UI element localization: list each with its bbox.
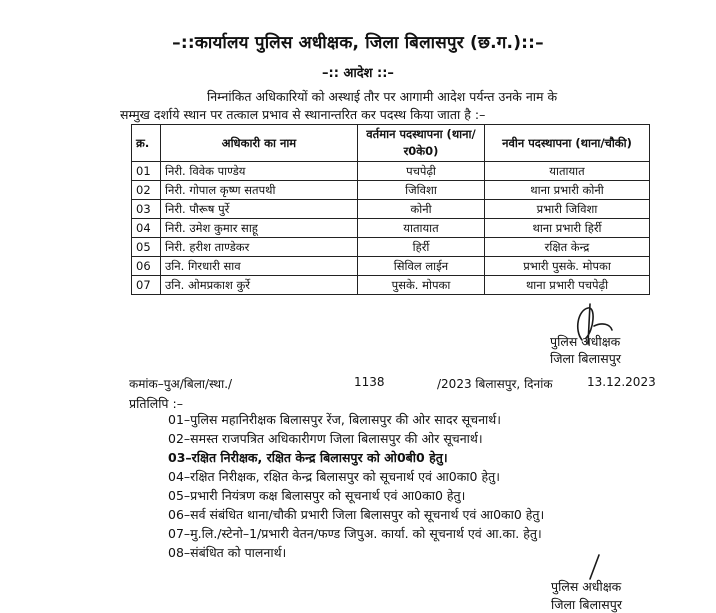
list-item: 04–रक्षित निरीक्षक, रक्षित केन्द्र बिलासपुर को सूचनार्थ एवं आ0का0 हेतु। bbox=[168, 469, 500, 484]
cell-current: हिर्री bbox=[358, 238, 485, 257]
cell-new: यातायात bbox=[485, 162, 650, 181]
cell-current: पुसके. मोपका bbox=[358, 276, 485, 295]
cell-sn: 06 bbox=[132, 257, 161, 276]
table-row bbox=[132, 181, 650, 200]
intro-line-1: निम्नांकित अधिकारियों को अस्थाई तौर पर आगामी आदेश पर्यन्त उनके नाम के bbox=[207, 89, 558, 104]
cell-sn: 04 bbox=[132, 219, 161, 238]
cell-new: प्रभारी पुसके. मोपका bbox=[485, 257, 650, 276]
transfer-table bbox=[131, 124, 650, 295]
copy-to-list bbox=[168, 410, 544, 562]
signature-1-designation: पुलिस अधीक्षक bbox=[550, 334, 621, 349]
office-title: –::कार्यालय पुलिस अधीक्षक, जिला बिलासपुर (छ.ग.)::– bbox=[172, 33, 544, 53]
list-item: 07–मु.लि./स्टेनो–1/प्रभारी वेतन/फण्ड जिपुअ. कार्या. को सूचनार्थ एवं आ.का. हेतु। bbox=[168, 526, 542, 541]
list-item: 02–समस्त राजपत्रित अधिकारीगण जिला बिलासपुर की ओर सूचनार्थ। bbox=[168, 431, 483, 446]
copy-to-label: प्रतिलिपि :– bbox=[129, 396, 183, 411]
header-name: अधिकारी का नाम bbox=[161, 125, 358, 162]
cell-new: प्रभारी जिविशा bbox=[485, 200, 650, 219]
cell-new: थाना प्रभारी पचपेढ़ी bbox=[485, 276, 650, 295]
cell-name: उनि. गिरधारी साव bbox=[161, 257, 358, 276]
cell-current: पचपेढ़ी bbox=[358, 162, 485, 181]
cell-name: निरी. उमेश कुमार साहू bbox=[161, 219, 358, 238]
header-sn: क्र. bbox=[132, 125, 161, 162]
cell-sn: 02 bbox=[132, 181, 161, 200]
order-ref-date: 13.12.2023 bbox=[587, 375, 656, 389]
order-ref-number: 1138 bbox=[354, 375, 385, 389]
cell-sn: 07 bbox=[132, 276, 161, 295]
table-row bbox=[132, 162, 650, 181]
list-item: 05–प्रभारी नियंत्रण कक्ष बिलासपुर को सूचनार्थ एवं आ0का0 हेतु। bbox=[168, 488, 466, 503]
table-row bbox=[132, 219, 650, 238]
order-heading: –:: आदेश ::– bbox=[322, 66, 394, 81]
table-header-row bbox=[132, 125, 650, 162]
cell-new: थाना प्रभारी हिर्री bbox=[485, 219, 650, 238]
list-item: 06–सर्व संबंधित थाना/चौकी प्रभारी जिला बिलासपुर को सूचनार्थ एवं आ0का0 हेतु। bbox=[168, 507, 545, 522]
cell-sn: 03 bbox=[132, 200, 161, 219]
list-item: 03–रक्षित निरीक्षक, रक्षित केन्द्र बिलासपुर को ओ0बी0 हेतु। bbox=[168, 450, 448, 465]
list-item: 08–संबंधित को पालनार्थ। bbox=[168, 545, 287, 560]
cell-sn: 05 bbox=[132, 238, 161, 257]
intro-line-2: सम्मुख दर्शाये स्थान पर तत्काल प्रभाव से स्थानान्तरित कर पदस्थ किया जाता है :– bbox=[120, 107, 486, 122]
cell-current: यातायात bbox=[358, 219, 485, 238]
signature-2-district: जिला बिलासपुर bbox=[551, 597, 622, 612]
cell-current: जिविशा bbox=[358, 181, 485, 200]
cell-name: निरी. पौरूष पुर्रे bbox=[161, 200, 358, 219]
cell-new: थाना प्रभारी कोनी bbox=[485, 181, 650, 200]
table-row bbox=[132, 257, 650, 276]
cell-name: उनि. ओमप्रकाश कुर्रे bbox=[161, 276, 358, 295]
header-new: नवीन पदस्थापना (थाना/चौकी) bbox=[485, 125, 650, 162]
cell-current: सिविल लाईन bbox=[358, 257, 485, 276]
cell-name: निरी. विवेक पाण्डेय bbox=[161, 162, 358, 181]
cell-name: निरी. हरीश ताण्डेकर bbox=[161, 238, 358, 257]
cell-current: कोनी bbox=[358, 200, 485, 219]
cell-new: रक्षित केन्द्र bbox=[485, 238, 650, 257]
table-row bbox=[132, 238, 650, 257]
cell-name: निरी. गोपाल कृष्ण सतपथी bbox=[161, 181, 358, 200]
signature-2-designation: पुलिस अधीक्षक bbox=[551, 579, 622, 594]
signature-1-district: जिला बिलासपुर bbox=[550, 351, 621, 366]
order-ref-prefix: कमांक–पुअ/बिला/स्था./ bbox=[129, 377, 233, 391]
list-item: 01–पुलिस महानिरीक्षक बिलासपुर रेंज, बिलासपुर की ओर सादर सूचनार्थ। bbox=[168, 412, 501, 427]
table-row bbox=[132, 200, 650, 219]
order-ref-year-place: /2023 बिलासपुर, दिनांक bbox=[437, 377, 553, 391]
cell-sn: 01 bbox=[132, 162, 161, 181]
header-current: वर्तमान पदस्थापना (थाना/र0के0) bbox=[358, 125, 485, 162]
table-row bbox=[132, 276, 650, 295]
